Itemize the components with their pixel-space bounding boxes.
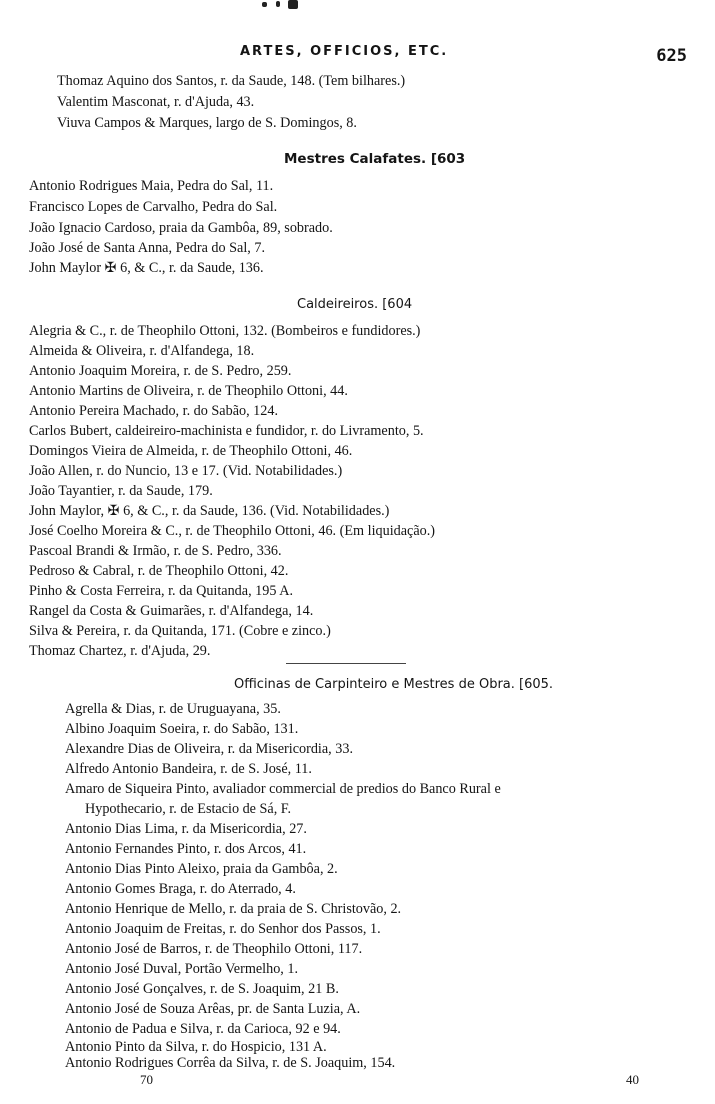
list-item: Thomaz Chartez, r. d'Ajuda, 29. — [29, 643, 211, 659]
list-item: Agrella & Dias, r. de Uruguayana, 35. — [65, 701, 281, 717]
list-item: Alexandre Dias de Oliveira, r. da Misericordia, 33. — [65, 741, 353, 757]
list-item: Antonio Rodrigues Maia, Pedra do Sal, 11. — [29, 178, 274, 194]
list-item-continuation: Hypothecario, r. de Estacio de Sá, F. — [85, 801, 292, 817]
list-item: Antonio Henrique de Mello, r. da praia de S. Christovão, 2. — [65, 901, 402, 917]
list-item: João Allen, r. do Nuncio, 13 e 17. (Vid. Notabilidades.) — [29, 463, 343, 479]
list-item: Francisco Lopes de Carvalho, Pedra do Sal. — [29, 199, 278, 215]
list-item: Antonio José Gonçalves, r. de S. Joaquim, 21 B. — [65, 981, 339, 997]
section-heading-calafates: Mestres Calafates. [603 — [284, 151, 466, 167]
page-number: 625 — [656, 46, 687, 66]
list-item: Antonio de Padua e Silva, r. da Carioca, 92 e 94. — [65, 1021, 341, 1037]
list-item: Albino Joaquim Soeira, r. do Sabão, 131. — [65, 721, 299, 737]
list-item: Alegria & C., r. de Theophilo Ottoni, 132. (Bombeiros e fundidores.) — [29, 323, 421, 339]
list-item: Rangel da Costa & Guimarães, r. d'Alfandega, 14. — [29, 603, 314, 619]
list-item: Antonio José Duval, Portão Vermelho, 1. — [65, 961, 299, 977]
list-item: João Tayantier, r. da Saude, 179. — [29, 483, 213, 499]
ink-mark-decoration — [276, 1, 280, 7]
list-item: João Ignacio Cardoso, praia da Gambôa, 89, sobrado. — [29, 220, 333, 236]
ink-mark-decoration — [262, 2, 267, 7]
section-divider — [286, 663, 406, 664]
list-item: Pascoal Brandi & Irmão, r. de S. Pedro, 336. — [29, 543, 282, 559]
list-item: Antonio Martins de Oliveira, r. de Theophilo Ottoni, 44. — [29, 383, 348, 399]
list-item: Pinho & Costa Ferreira, r. da Quitanda, 195 A. — [29, 583, 294, 599]
list-item: John Maylor, ✠ 6, & C., r. da Saude, 136. (Vid. Notabilidades.) — [29, 503, 390, 519]
list-item: Antonio José de Barros, r. de Theophilo Ottoni, 117. — [65, 941, 363, 957]
list-item: Antonio Fernandes Pinto, r. dos Arcos, 41. — [65, 841, 307, 857]
section-heading-carpinteiros: Officinas de Carpinteiro e Mestres de Obra. [605. — [234, 677, 554, 692]
list-item: José Coelho Moreira & C., r. de Theophilo Ottoni, 46. (Em liquidação.) — [29, 523, 435, 539]
list-item: João José de Santa Anna, Pedra do Sal, 7. — [29, 240, 266, 256]
section-heading-caldeireiros: Caldeireiros. [604 — [297, 297, 413, 312]
list-item: Antonio Pereira Machado, r. do Sabão, 124. — [29, 403, 279, 419]
footer-signature-left: 70 — [140, 1072, 153, 1087]
list-item: Viuva Campos & Marques, largo de S. Domingos, 8. — [57, 115, 357, 131]
list-item: Antonio Dias Lima, r. da Misericordia, 27. — [65, 821, 307, 837]
list-item: Carlos Bubert, caldeireiro-machinista e fundidor, r. do Livramento, 5. — [29, 423, 424, 439]
list-item: Silva & Pereira, r. da Quitanda, 171. (Cobre e zinco.) — [29, 623, 331, 639]
list-item: Valentim Masconat, r. d'Ajuda, 43. — [57, 94, 255, 110]
list-item: Antonio Joaquim de Freitas, r. do Senhor dos Passos, 1. — [65, 921, 381, 937]
list-item: Antonio Dias Pinto Aleixo, praia da Gambôa, 2. — [65, 861, 338, 877]
list-item: Pedroso & Cabral, r. de Theophilo Ottoni, 42. — [29, 563, 289, 579]
list-item: Antonio Rodrigues Corrêa da Silva, r. de S. Joaquim, 154. — [65, 1055, 396, 1071]
footer-signature-right: 40 — [626, 1072, 639, 1087]
list-item: Almeida & Oliveira, r. d'Alfandega, 18. — [29, 343, 255, 359]
ink-mark-decoration — [288, 0, 298, 9]
list-item: Thomaz Aquino dos Santos, r. da Saude, 148. (Tem bilhares.) — [57, 73, 406, 89]
list-item: Antonio Pinto da Silva, r. do Hospicio, 131 A. — [65, 1039, 327, 1055]
list-item: Antonio José de Souza Arêas, pr. de Santa Luzia, A. — [65, 1001, 361, 1017]
list-item: John Maylor ✠ 6, & C., r. da Saude, 136. — [29, 260, 264, 276]
list-item: Domingos Vieira de Almeida, r. de Theophilo Ottoni, 46. — [29, 443, 353, 459]
list-item: Antonio Joaquim Moreira, r. de S. Pedro, 259. — [29, 363, 292, 379]
list-item: Amaro de Siqueira Pinto, avaliador commercial de predios do Banco Rural e — [65, 781, 501, 797]
running-head: ARTES, OFFICIOS, ETC. — [240, 44, 449, 59]
list-item: Antonio Gomes Braga, r. do Aterrado, 4. — [65, 881, 296, 897]
list-item: Alfredo Antonio Bandeira, r. de S. José, 11. — [65, 761, 312, 777]
